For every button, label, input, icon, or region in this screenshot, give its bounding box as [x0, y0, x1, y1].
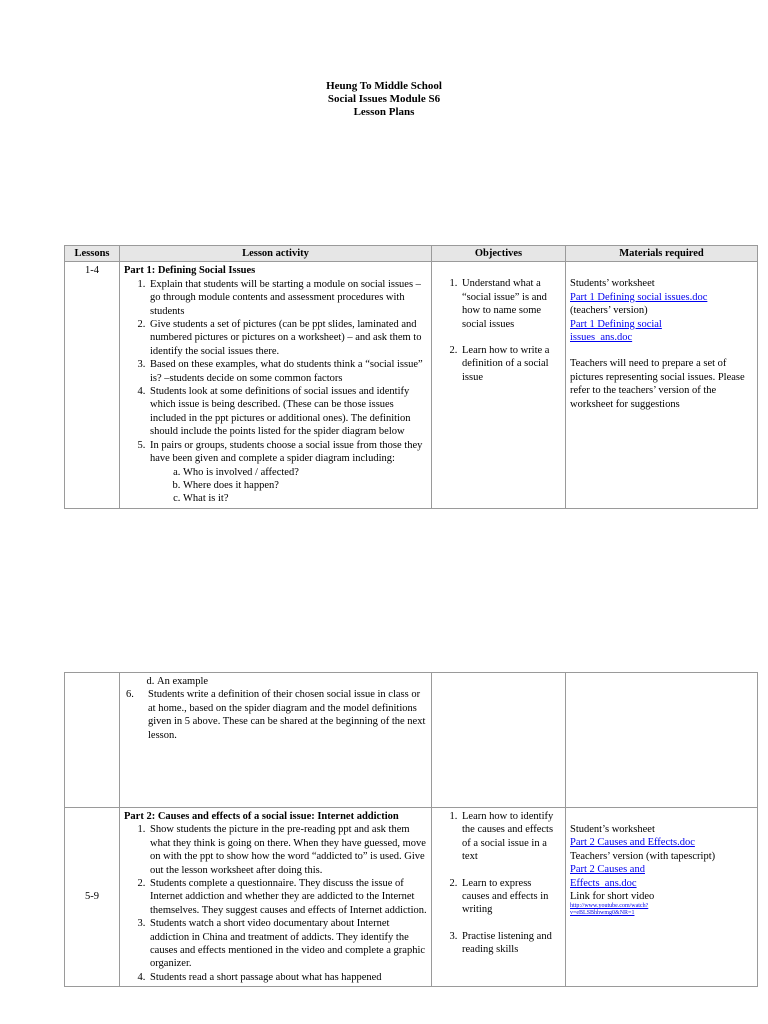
- table-row: [65, 808, 758, 987]
- list-item: a. Who is involved / affected?: [183, 466, 427, 479]
- part-title: Part 1: Defining Social Issues: [124, 265, 256, 277]
- lesson-plan-table-part1: [64, 245, 758, 509]
- activity-cell: [120, 262, 432, 508]
- document-type: Lesson Plans: [353, 106, 415, 118]
- header-objectives: Objectives: [432, 246, 566, 262]
- list-item: 4. Students look at some definitions of social issues and identify which issue is being described. (These can be those issues included in the ppt pictures or additional ones). The definition should include the points listed for the spider diagram below: [148, 385, 427, 439]
- part-title: Part 2: Causes and effects of a social issue: Internet addiction: [124, 811, 399, 822]
- activity-cell: [120, 673, 432, 808]
- list-item: [124, 688, 427, 742]
- step-text: Students write a definition of their chosen social issue in class or at home., based on the spider diagram and the model definitions given in 5 above. These can be shared at the beginning of the next lesson.: [148, 689, 426, 741]
- list-item: 1. Show students the picture in the pre-reading ppt and ask them what they think is going on there. When they have guessed, move on with the ppt to show how the word “addicted to” is used. Give out the lesson worksheet after doing this.: [148, 823, 427, 877]
- objectives-list: [436, 277, 561, 384]
- teachers-version-note: (teachers’ version): [570, 305, 648, 317]
- lessons-cell: 5-9: [65, 808, 120, 987]
- lessons-cell: 1-4: [65, 262, 120, 508]
- materials-cell: [566, 808, 758, 987]
- list-item: 1. Explain that students will be starting a module on social issues – go through module contents and assessment procedures with students: [148, 278, 427, 318]
- table-row: [65, 673, 758, 808]
- activity-steps: [124, 278, 427, 506]
- materials-cell: [566, 673, 758, 808]
- list-item: c. What is it?: [183, 492, 427, 505]
- list-item: b. Where does it happen?: [183, 479, 427, 492]
- list-item: 3. Based on these examples, what do students think a “social issue” is? –students decide on some common factors: [148, 358, 427, 385]
- teachers-version-note: Teachers’ version (with tapescript): [570, 850, 716, 862]
- objectives-list: [436, 810, 561, 957]
- header-lesson-activity: Lesson activity: [120, 246, 432, 262]
- video-link[interactable]: http://www.youtube.com/watch? v=eBLSBhhwmg0&NR=1: [570, 903, 649, 917]
- list-item: 2. Give students a set of pictures (can be ppt slides, laminated and numbered pictures or pictures on a worksheet) – and ask them to identify the social issues there.: [148, 318, 427, 358]
- header-materials: Materials required: [566, 246, 758, 262]
- worksheet-label: Students’ worksheet: [570, 278, 655, 290]
- table-header-row: [65, 246, 758, 262]
- list-item: 4. Students read a short passage about what has happened: [148, 971, 427, 984]
- materials-cell: [566, 262, 758, 508]
- table-row: [65, 262, 758, 508]
- list-item: 3. Students watch a short video documentary about Internet addiction in China and treatment of addicts. They identify the causes and effects mentioned in the video and complete a graphic organizer.: [148, 917, 427, 971]
- lesson-plan-table-part2: [64, 672, 758, 987]
- document-header: [0, 80, 768, 119]
- school-name: Heung To Middle School: [326, 80, 442, 92]
- list-item: 1. Understand what a “social issue” is and how to name some social issues: [460, 277, 561, 331]
- step-text: In pairs or groups, students choose a social issue from those they have been given and complete a spider diagram including:: [150, 439, 423, 465]
- video-link-label: Link for short video: [570, 891, 655, 903]
- spider-diagram-points: [150, 466, 427, 506]
- activity-cell: [120, 808, 432, 987]
- list-item: 1. Learn how to identify the causes and effects of a social issue in a text: [460, 810, 561, 864]
- objectives-cell: [432, 262, 566, 508]
- list-item: 2. Learn how to write a definition of a social issue: [460, 344, 561, 384]
- list-item: [148, 439, 427, 506]
- list-item: d. An example: [157, 675, 427, 688]
- module-name: Social Issues Module S6: [327, 93, 441, 105]
- answers-link[interactable]: Part 2 Causes and Effects_ans.doc: [570, 864, 645, 889]
- answers-link[interactable]: Part 1 Defining social issues_ans.doc: [570, 318, 662, 344]
- list-item: 2. Students complete a questionnaire. They discuss the issue of Internet addiction and whether they are addicted to the Internet themselves. They suggest causes and effects of Internet addiction.: [148, 877, 427, 917]
- objectives-cell: [432, 808, 566, 987]
- worksheet-link[interactable]: Part 2 Causes and Effects.doc: [570, 837, 695, 849]
- header-lessons: Lessons: [65, 246, 120, 262]
- list-item: 2. Learn to express causes and effects in writing: [460, 877, 561, 917]
- step-number: 6.: [126, 689, 134, 701]
- teacher-preparation-note: Teachers will need to prepare a set of pictures representing social issues. Please refer to the teachers’ version of the worksheet for suggestions: [570, 358, 745, 410]
- worksheet-label: Student’s worksheet: [570, 824, 655, 835]
- worksheet-link[interactable]: Part 1 Defining social issues.doc: [570, 291, 708, 303]
- spider-diagram-points-continued: [124, 675, 427, 688]
- objectives-cell: [432, 673, 566, 808]
- lessons-cell: [65, 673, 120, 808]
- activity-steps: [124, 823, 427, 984]
- list-item: 3. Practise listening and reading skills: [460, 930, 561, 957]
